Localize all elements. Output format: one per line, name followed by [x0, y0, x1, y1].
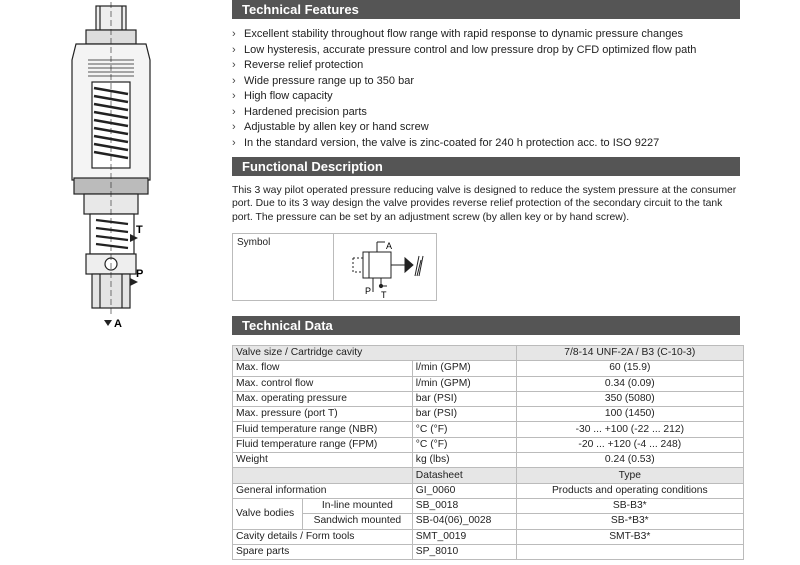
table-row: Cavity details / Form tools SMT_0019 SMT-B3* — [233, 529, 744, 544]
feature-item: › Low hysteresis, accurate pressure control and low pressure drop by CFD optimized flow path — [232, 43, 696, 59]
table-row: Max. pressure (port T) bar (PSI) 100 (1450) — [233, 407, 744, 422]
table-row: Fluid temperature range (FPM) °C (°F) -20 ... +120 (-4 ... 248) — [233, 437, 744, 452]
functional-description-text: This 3 way pilot operated pressure reducing valve is designed to reduce the system pressure at the consumer port. Due to its 3 way design the valve provides reverse relief protection of the secondary circuit to the tank port. The pressure can be set by an adjustment screw (by allen key or by hand screw). — [232, 185, 737, 223]
table-row: General information GI_0060 Products and operating conditions — [233, 483, 744, 498]
port-p-label: P — [136, 268, 144, 280]
valve-cross-section-drawing — [0, 0, 220, 340]
port-t-label: T — [136, 224, 143, 236]
table-row: Max. control flow l/min (GPM) 0.34 (0.09) — [233, 376, 744, 391]
symbol-box — [232, 233, 437, 301]
chevron-icon: › — [232, 74, 236, 87]
chevron-icon: › — [232, 43, 236, 56]
section-header-functional-description: Functional Description — [232, 157, 740, 176]
chevron-icon: › — [232, 105, 236, 118]
symbol-port-t: T — [381, 290, 387, 300]
chevron-icon: › — [232, 28, 236, 40]
table-row: Max. operating pressure bar (PSI) 350 (5080) — [233, 391, 744, 406]
feature-item: › High flow capacity — [232, 89, 696, 105]
symbol-divider — [333, 234, 334, 300]
chevron-icon: › — [232, 90, 236, 102]
feature-item: › In the standard version, the valve is zinc-coated for 240 h protection acc. to ISO 9227 — [232, 136, 696, 152]
table-doc-header-row — [233, 468, 744, 483]
table-header-label: Valve size / Cartridge cavity — [233, 346, 517, 361]
feature-item: › Wide pressure range up to 350 bar — [232, 74, 696, 90]
table-row: Weight kg (lbs) 0.24 (0.53) — [233, 453, 744, 468]
symbol-port-a: A — [386, 241, 393, 251]
datasheet-header: Datasheet — [412, 468, 516, 483]
symbol-port-p: P — [365, 286, 372, 296]
chevron-icon: › — [232, 59, 236, 71]
table-header-value: 7/8-14 UNF-2A / B3 (C-10-3) — [516, 346, 743, 361]
table-row: Max. flow l/min (GPM) 60 (15.9) — [233, 361, 744, 376]
chevron-icon: › — [232, 136, 236, 149]
table-row: Spare parts SP_8010 — [233, 544, 744, 559]
table-row: Valve bodies In-line mounted SB_0018 SB-B3* — [233, 498, 744, 513]
table-row: Fluid temperature range (NBR) °C (°F) -30 ... +100 (-22 ... 212) — [233, 422, 744, 437]
feature-item: › Excellent stability throughout flow range with rapid response to dynamic pressure changes — [232, 27, 696, 43]
hydraulic-symbol-icon — [339, 236, 435, 300]
port-a-label: A — [114, 318, 122, 330]
chevron-icon: › — [232, 121, 236, 133]
valve-bodies-label: Valve bodies — [233, 498, 303, 529]
features-list — [232, 27, 696, 151]
technical-data-table — [232, 345, 744, 560]
feature-item: › Adjustable by allen key or hand screw — [232, 120, 696, 136]
feature-item: › Reverse relief protection — [232, 58, 696, 74]
port-a-arrow — [104, 320, 112, 326]
type-header: Type — [516, 468, 743, 483]
feature-item: › Hardened precision parts — [232, 105, 696, 121]
symbol-label: Symbol — [237, 237, 271, 248]
table-row: Sandwich mounted SB-04(06)_0028 SB-*B3* — [233, 514, 744, 529]
section-header-technical-features: Technical Features — [232, 0, 740, 19]
table-header-row — [233, 346, 744, 361]
section-header-technical-data: Technical Data — [232, 316, 740, 335]
